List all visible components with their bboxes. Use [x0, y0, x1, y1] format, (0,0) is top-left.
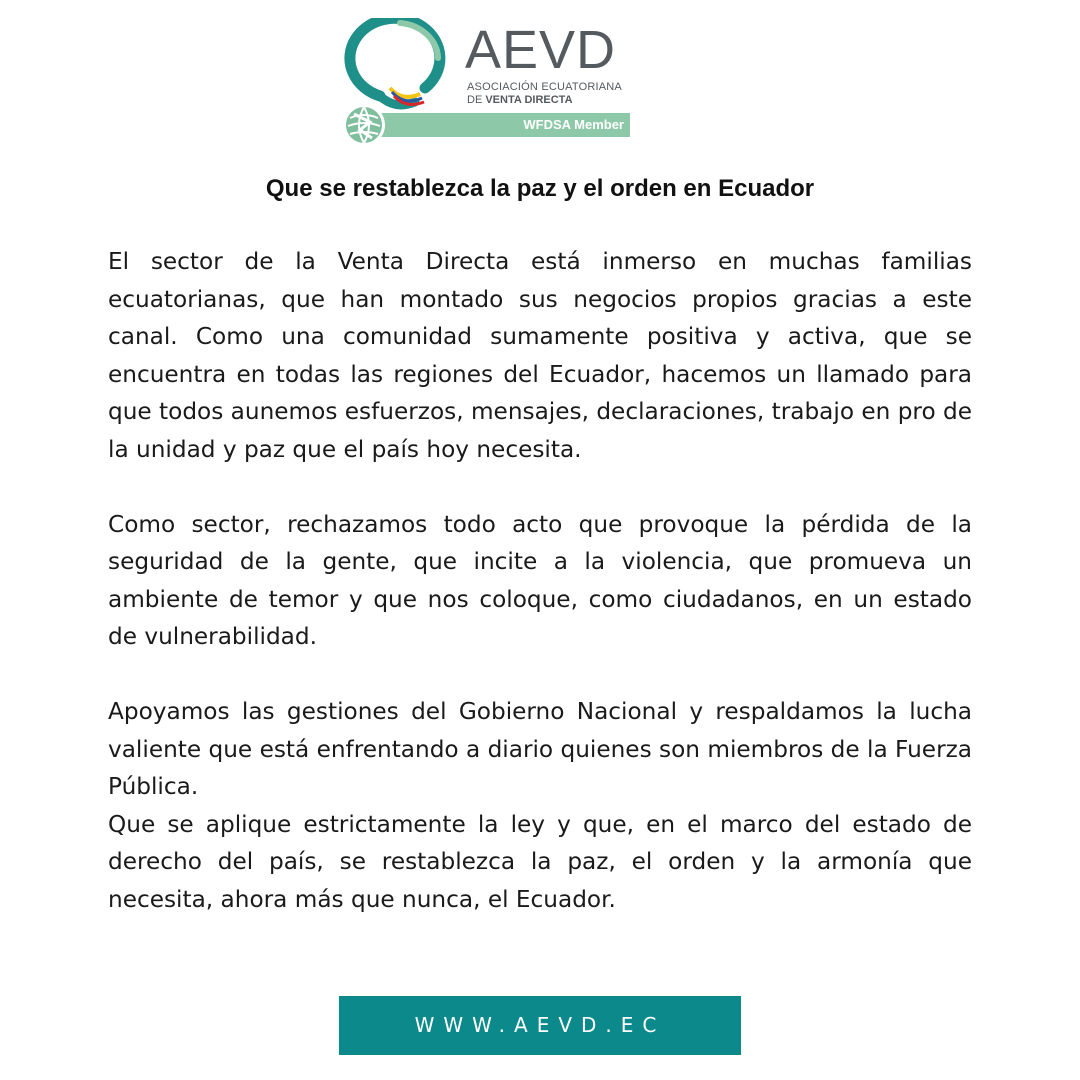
logo-subtitle-bold: VENTA DIRECTA — [485, 94, 573, 106]
logo-subtitle-prefix: DE — [467, 94, 483, 106]
paragraph-3: Apoyamos las gestiones del Gobierno Nacional y respaldamos la lucha valiente que está enfrentando a diario quienes son miembros de la Fuerza Pública. — [108, 698, 972, 800]
website-url-button[interactable]: WWW.AEVD.EC — [339, 996, 741, 1055]
globe-icon — [343, 104, 385, 146]
statement-title: Que se restablezca la paz y el orden en Ecuador — [265, 175, 815, 202]
wfdsa-member-label: WFDSA Member — [523, 117, 624, 132]
paragraph-1: El sector de la Venta Directa está inmerso en muchas familias ecuatorianas, que han montado sus negocios propios gracias a este canal. Como una comunidad sumamente positiva y activa, que se encuentra en todas las regiones del Ecuador, hacemos un llamado para que todos aunemos esfuerzos, mensajes, declaraciones, trabajo en pro de la unidad y paz que el país hoy necesita. — [108, 248, 972, 463]
paragraph-4: Que se aplique estrictamente la ley y que, en el marco del estado de derecho del país, se restablezca la paz, el orden y la armonía que necesita, ahora más que nunca, el Ecuador. — [108, 810, 972, 913]
logo-wordmark: AEVD — [465, 20, 617, 80]
aevd-ring-icon — [350, 18, 440, 105]
logo-subtitle-line2 — [467, 94, 573, 106]
aevd-logo — [340, 18, 640, 153]
logo-subtitle-line1: ASOCIACIÓN ECUATORIANA — [467, 81, 622, 93]
paragraph-2: Como sector, rechazamos todo acto que provoque la pérdida de la seguridad de la gente, que incite a la violencia, que promueva un ambiente de temor y que nos coloque, como ciudadanos, en un estado de vulnerabilidad. — [108, 510, 972, 650]
statement-body — [108, 243, 972, 918]
